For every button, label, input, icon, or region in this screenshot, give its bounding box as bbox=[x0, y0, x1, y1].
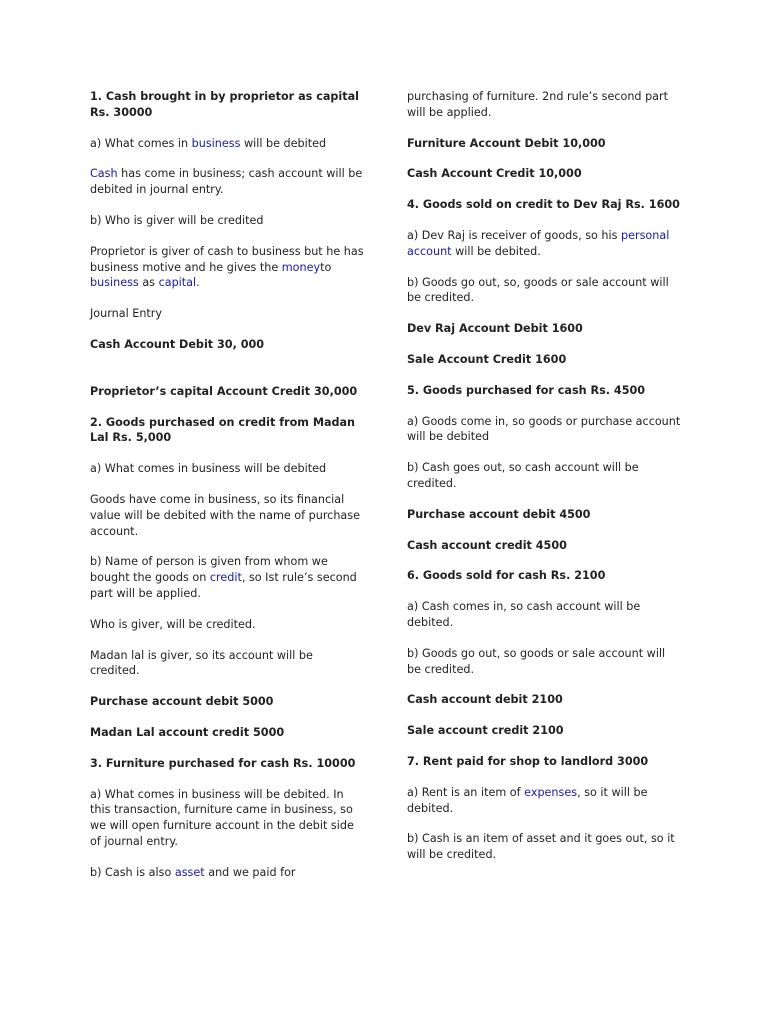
section-1-credit-entry: Proprietor’s capital Account Credit 30,000 bbox=[90, 384, 358, 398]
section-5-credit-entry: Cash account credit 4500 bbox=[407, 538, 567, 552]
rule-text: a) Rent is an item of bbox=[407, 785, 525, 799]
money-link[interactable]: money bbox=[281, 260, 321, 274]
section-5-debit-entry: Purchase account debit 4500 bbox=[407, 507, 591, 521]
section-1-heading: 1. Cash brought in by proprietor as capital Rs. 30000 bbox=[90, 90, 359, 119]
section-2-debit-entry: Purchase account debit 5000 bbox=[90, 695, 274, 709]
section-1-debit-entry: Cash Account Debit 30, 000 bbox=[90, 337, 265, 351]
section-2-goods-explanation: Goods have come in business, so its financial value will be debited with the name of purchase account. bbox=[90, 492, 360, 538]
explanation-text: as bbox=[138, 276, 159, 290]
section-3-heading: 3. Furniture purchased for cash Rs. 10000 bbox=[90, 756, 356, 770]
section-6-credit-entry: Sale account credit 2100 bbox=[407, 724, 564, 738]
section-6-debit-entry: Cash account debit 2100 bbox=[407, 693, 563, 707]
section-6-heading: 6. Goods sold for cash Rs. 2100 bbox=[407, 569, 606, 583]
rule-text: a) Dev Raj is receiver of goods, so his bbox=[407, 228, 622, 242]
section-3-rule-b bbox=[90, 865, 364, 881]
explanation-text: Proprietor is giver of cash to business but he has business motive and he gives the bbox=[90, 244, 364, 274]
section-3-rule-a: a) What comes in business will be debited. In this transaction, furniture came in business, so we will open furniture account in the debit side of journal entry. bbox=[90, 787, 354, 848]
section-4-rule-a bbox=[407, 228, 682, 260]
section-5-rule-a: a) Goods come in, so goods or purchase account will be debited bbox=[407, 414, 681, 444]
section-1-cash-explanation bbox=[90, 166, 364, 198]
section-2-heading: 2. Goods purchased on credit from Madan Lal Rs. 5,000 bbox=[90, 415, 356, 445]
credit-link[interactable]: credit bbox=[209, 571, 242, 585]
section-3-debit-entry: Furniture Account Debit 10,000 bbox=[407, 136, 606, 150]
cash-link[interactable]: Cash bbox=[90, 167, 118, 181]
section-3-rule-b-continued: purchasing of furniture. 2nd rule’s second part will be applied. bbox=[407, 90, 669, 119]
section-2-credit-entry: Madan Lal account credit 5000 bbox=[90, 725, 285, 739]
section-7-heading: 7. Rent paid for shop to landlord 3000 bbox=[407, 754, 649, 768]
section-5-heading: 5. Goods purchased for cash Rs. 4500 bbox=[407, 383, 646, 397]
section-2-madan-explanation: Madan lal is giver, so its account will be credited. bbox=[90, 648, 313, 678]
section-2-rule-b bbox=[90, 554, 364, 601]
section-4-credit-entry: Sale Account Credit 1600 bbox=[407, 352, 567, 366]
capital-link[interactable]: capital bbox=[158, 276, 197, 290]
left-column bbox=[90, 89, 364, 881]
rule-text: b) Name of person is given from whom we bought the goods on bbox=[90, 555, 328, 585]
explanation-text: . bbox=[196, 276, 200, 290]
explanation-text: to bbox=[320, 260, 332, 274]
section-1-proprietor-explanation bbox=[90, 244, 364, 291]
rule-text: will be debited. bbox=[451, 244, 541, 258]
rule-text: b) Cash is also bbox=[90, 865, 175, 879]
section-5-rule-b: b) Cash goes out, so cash account will be credited. bbox=[407, 461, 639, 490]
rule-text: , so Ist rule’s second part will be applied. bbox=[90, 571, 357, 600]
business-link[interactable]: business bbox=[191, 136, 241, 150]
section-2-giver-rule: Who is giver, will be credited. bbox=[90, 617, 256, 631]
rule-text: and we paid for bbox=[204, 865, 296, 879]
rule-text: will be debited bbox=[240, 136, 327, 150]
expenses-link[interactable]: expenses bbox=[524, 785, 578, 799]
section-1-rule-b: b) Who is giver will be credited bbox=[90, 213, 264, 227]
personal-account-link[interactable]: personal account bbox=[407, 228, 670, 258]
section-3-credit-entry: Cash Account Credit 10,000 bbox=[407, 167, 582, 181]
rule-text: , so it will be debited. bbox=[407, 785, 648, 815]
section-6-rule-b: b) Goods go out, so goods or sale account will be credited. bbox=[407, 646, 666, 676]
business-link[interactable]: business bbox=[90, 276, 139, 290]
section-7-rule-a bbox=[407, 785, 682, 817]
rule-text: a) What comes in bbox=[90, 136, 192, 150]
section-4-debit-entry: Dev Raj Account Debit 1600 bbox=[407, 322, 583, 336]
section-4-heading: 4. Goods sold on credit to Dev Raj Rs. 1600 bbox=[407, 198, 680, 212]
explanation-text: has come in business; cash account will be debited in journal entry. bbox=[90, 167, 363, 197]
section-1-rule-a bbox=[90, 136, 364, 152]
asset-link[interactable]: asset bbox=[174, 865, 205, 879]
right-column bbox=[407, 89, 682, 863]
journal-entry-label: Journal Entry bbox=[90, 307, 163, 321]
section-4-rule-b: b) Goods go out, so, goods or sale account will be credited. bbox=[407, 275, 669, 305]
section-2-rule-a: a) What comes in business will be debited bbox=[90, 462, 327, 476]
section-7-rule-b: b) Cash is an item of asset and it goes out, so it will be credited. bbox=[407, 832, 675, 862]
section-6-rule-a: a) Cash comes in, so cash account will be debited. bbox=[407, 600, 641, 629]
